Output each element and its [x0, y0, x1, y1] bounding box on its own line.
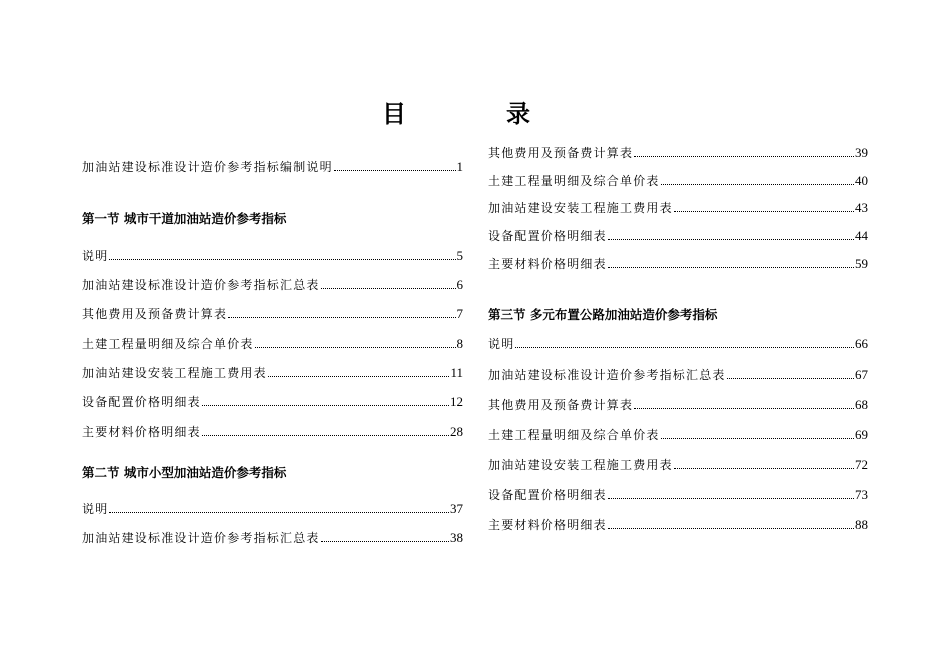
section-heading-1: 第一节 城市干道加油站造价参考指标 — [82, 211, 287, 226]
page-title: 目 录 — [382, 100, 568, 128]
toc-entry-title: 设备配置价格明细表 — [488, 229, 607, 243]
toc-entry[interactable] — [82, 365, 463, 381]
toc-entry[interactable] — [488, 457, 868, 473]
dot-leader — [661, 438, 854, 439]
dot-leader — [634, 408, 854, 409]
toc-entry[interactable] — [488, 427, 868, 443]
dot-leader — [109, 512, 449, 513]
dot-leader — [268, 376, 450, 377]
dot-leader — [321, 541, 449, 542]
toc-entry-page: 8 — [456, 336, 463, 351]
toc-entry-title: 加油站建设标准设计造价参考指标汇总表 — [82, 531, 320, 545]
toc-entry[interactable] — [488, 200, 868, 216]
dot-leader — [228, 317, 455, 318]
toc-entry-title: 说明 — [82, 249, 109, 263]
toc-entry-title: 其他费用及预备费计算表 — [488, 398, 634, 412]
dot-leader — [202, 435, 449, 436]
section-heading-3: 第三节 多元布置公路加油站造价参考指标 — [488, 307, 718, 322]
dot-leader — [515, 347, 854, 348]
toc-entry[interactable] — [82, 248, 463, 264]
toc-entry-page: 28 — [450, 424, 463, 439]
toc-entry-title: 其他费用及预备费计算表 — [488, 146, 634, 160]
toc-entry-title: 加油站建设标准设计造价参考指标汇总表 — [488, 368, 726, 382]
toc-entry[interactable] — [488, 173, 868, 189]
toc-entry-page: 5 — [456, 248, 463, 263]
toc-entry[interactable] — [82, 501, 463, 517]
dot-leader — [334, 170, 456, 171]
toc-entry[interactable] — [488, 367, 868, 383]
toc-entry[interactable] — [488, 517, 868, 533]
toc-entry-page: 67 — [855, 367, 868, 382]
toc-entry-page: 38 — [450, 530, 463, 545]
toc-entry-page: 66 — [855, 336, 868, 351]
toc-entry-title: 土建工程量明细及综合单价表 — [488, 428, 660, 442]
toc-entry-intro[interactable] — [82, 159, 463, 175]
dot-leader — [661, 184, 854, 185]
toc-entry-page: 59 — [855, 256, 868, 271]
toc-entry[interactable] — [82, 530, 463, 546]
toc-entry-title: 加油站建设安装工程施工费用表 — [82, 366, 267, 380]
toc-entry-title: 设备配置价格明细表 — [82, 395, 201, 409]
toc-entry-title: 加油站建设安装工程施工费用表 — [488, 458, 673, 472]
toc-entry-title: 土建工程量明细及综合单价表 — [82, 337, 254, 351]
toc-entry[interactable] — [82, 336, 463, 352]
toc-entry[interactable] — [488, 336, 868, 352]
dot-leader — [634, 156, 854, 157]
dot-leader — [321, 288, 456, 289]
toc-entry[interactable] — [82, 277, 463, 293]
toc-entry-page: 11 — [450, 365, 463, 380]
toc-entry-page: 39 — [855, 145, 868, 160]
dot-leader — [255, 347, 456, 348]
toc-entry[interactable] — [488, 145, 868, 161]
toc-entry-title: 主要材料价格明细表 — [82, 425, 201, 439]
toc-entry-page: 88 — [855, 517, 868, 532]
dot-leader — [727, 378, 854, 379]
toc-entry-page: 69 — [855, 427, 868, 442]
dot-leader — [674, 468, 854, 469]
toc-entry-page: 44 — [855, 228, 868, 243]
toc-entry-title: 说明 — [82, 502, 109, 516]
toc-entry-title: 主要材料价格明细表 — [488, 257, 607, 271]
toc-entry-page: 72 — [855, 457, 868, 472]
toc-entry-page: 37 — [450, 501, 463, 516]
toc-entry-page: 40 — [855, 173, 868, 188]
dot-leader — [608, 528, 854, 529]
toc-entry-page: 7 — [456, 306, 463, 321]
toc-entry[interactable] — [82, 424, 463, 440]
dot-leader — [202, 405, 449, 406]
toc-entry-title: 加油站建设标准设计造价参考指标编制说明 — [82, 160, 333, 174]
toc-entry-page: 43 — [855, 200, 868, 215]
toc-entry-title: 土建工程量明细及综合单价表 — [488, 174, 660, 188]
dot-leader — [608, 498, 854, 499]
toc-entry-page: 68 — [855, 397, 868, 412]
toc-entry-title: 加油站建设安装工程施工费用表 — [488, 201, 673, 215]
toc-entry[interactable] — [488, 228, 868, 244]
toc-entry-title: 加油站建设标准设计造价参考指标汇总表 — [82, 278, 320, 292]
toc-entry-page: 1 — [456, 159, 463, 174]
toc-entry-title: 主要材料价格明细表 — [488, 518, 607, 532]
dot-leader — [608, 267, 854, 268]
dot-leader — [674, 211, 854, 212]
dot-leader — [608, 239, 854, 240]
toc-entry[interactable] — [488, 256, 868, 272]
toc-entry[interactable] — [488, 397, 868, 413]
toc-entry-title: 其他费用及预备费计算表 — [82, 307, 228, 321]
toc-entry-title: 说明 — [488, 337, 515, 351]
toc-entry-page: 73 — [855, 487, 868, 502]
section-heading-2: 第二节 城市小型加油站造价参考指标 — [82, 465, 287, 480]
toc-entry[interactable] — [82, 394, 463, 410]
toc-entry[interactable] — [488, 487, 868, 503]
toc-entry[interactable] — [82, 306, 463, 322]
toc-entry-page: 6 — [456, 277, 463, 292]
toc-entry-page: 12 — [450, 394, 463, 409]
dot-leader — [109, 259, 455, 260]
toc-entry-title: 设备配置价格明细表 — [488, 488, 607, 502]
